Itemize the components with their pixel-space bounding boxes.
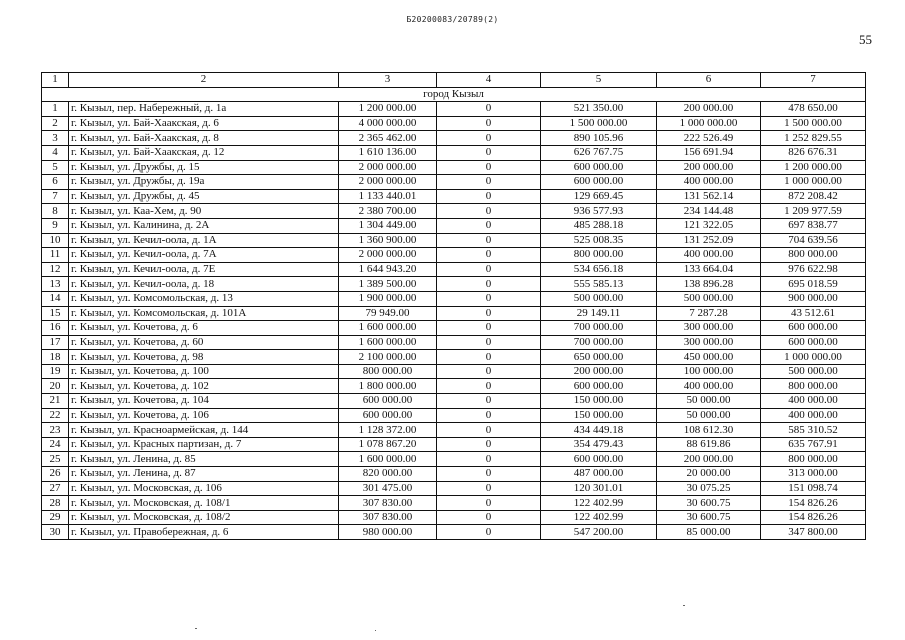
table-cell: 11 (42, 248, 69, 263)
table-cell: г. Кызыл, ул. Кочетова, д. 60 (69, 335, 339, 350)
table-cell: 400 000.00 (761, 408, 866, 423)
table-cell: 626 767.75 (541, 145, 657, 160)
scan-mark (195, 628, 197, 629)
table-cell: г. Кызыл, пер. Набережный, д. 1а (69, 102, 339, 117)
table-cell: 354 479.43 (541, 437, 657, 452)
table-cell: 200 000.00 (657, 102, 761, 117)
table-row (42, 189, 866, 204)
table-cell: 434 449.18 (541, 423, 657, 438)
table-cell: 600 000.00 (541, 452, 657, 467)
table-cell: 138 896.28 (657, 277, 761, 292)
table-cell: 555 585.13 (541, 277, 657, 292)
table-cell: г. Кызыл, ул. Московская, д. 108/2 (69, 510, 339, 525)
column-header: 6 (657, 73, 761, 88)
table-cell: 0 (437, 437, 541, 452)
table-row (42, 116, 866, 131)
table-row (42, 306, 866, 321)
table-cell: 600 000.00 (541, 379, 657, 394)
table-cell: 936 577.93 (541, 204, 657, 219)
table-cell: 28 (42, 496, 69, 511)
table-cell: 301 475.00 (339, 481, 437, 496)
table-cell: 704 639.56 (761, 233, 866, 248)
table-cell: 122 402.99 (541, 496, 657, 511)
table-cell: 7 (42, 189, 69, 204)
table-cell: 525 008.35 (541, 233, 657, 248)
table-cell: 222 526.49 (657, 131, 761, 146)
table-cell: 0 (437, 145, 541, 160)
table-cell: 0 (437, 423, 541, 438)
table-row (42, 175, 866, 190)
table-cell: 650 000.00 (541, 350, 657, 365)
table-cell: 0 (437, 277, 541, 292)
table-cell: г. Кызыл, ул. Кочетова, д. 100 (69, 364, 339, 379)
table-cell: 5 (42, 160, 69, 175)
table-row (42, 262, 866, 277)
table-cell: 20 (42, 379, 69, 394)
table-row (42, 452, 866, 467)
table-cell: 478 650.00 (761, 102, 866, 117)
table-row (42, 408, 866, 423)
table-cell: 0 (437, 452, 541, 467)
table-cell: 12 (42, 262, 69, 277)
table-cell: 0 (437, 510, 541, 525)
table-cell: 2 000 000.00 (339, 175, 437, 190)
table-cell: 29 149.11 (541, 306, 657, 321)
table-cell: 1 133 440.01 (339, 189, 437, 204)
table-cell: г. Кызыл, ул. Ленина, д. 87 (69, 467, 339, 482)
table-cell: 25 (42, 452, 69, 467)
table-cell: 0 (437, 248, 541, 263)
table-cell: г. Кызыл, ул. Московская, д. 108/1 (69, 496, 339, 511)
table-cell: 547 200.00 (541, 525, 657, 540)
table-cell: 18 (42, 350, 69, 365)
table-cell: 980 000.00 (339, 525, 437, 540)
table-cell: 0 (437, 408, 541, 423)
table-cell: г. Кызыл, ул. Комсомольская, д. 13 (69, 291, 339, 306)
table-cell: 600 000.00 (761, 321, 866, 336)
table-cell: 29 (42, 510, 69, 525)
table-cell: г. Кызыл, ул. Красных партизан, д. 7 (69, 437, 339, 452)
table-cell: г. Кызыл, ул. Красноармейская, д. 144 (69, 423, 339, 438)
table-cell: 1 600 000.00 (339, 452, 437, 467)
table-cell: 10 (42, 233, 69, 248)
table-cell: 3 (42, 131, 69, 146)
table-cell: 890 105.96 (541, 131, 657, 146)
table-row (42, 131, 866, 146)
table-cell: г. Кызыл, ул. Кечил-оола, д. 7Е (69, 262, 339, 277)
table-cell: 1 500 000.00 (761, 116, 866, 131)
table-cell: 600 000.00 (541, 160, 657, 175)
table-cell: 8 (42, 204, 69, 219)
table-cell: 154 826.26 (761, 496, 866, 511)
table-cell: 15 (42, 306, 69, 321)
table-cell: 22 (42, 408, 69, 423)
table-cell: 43 512.61 (761, 306, 866, 321)
table-cell: 129 669.45 (541, 189, 657, 204)
table-cell: 0 (437, 262, 541, 277)
table-cell: 0 (437, 321, 541, 336)
scan-mark (375, 630, 376, 631)
table-cell: 600 000.00 (339, 408, 437, 423)
table-cell: 0 (437, 394, 541, 409)
table-cell: 2 380 700.00 (339, 204, 437, 219)
table-cell: 6 (42, 175, 69, 190)
table-cell: 100 000.00 (657, 364, 761, 379)
table-cell: 88 619.86 (657, 437, 761, 452)
table-cell: 600 000.00 (761, 335, 866, 350)
table-cell: 50 000.00 (657, 394, 761, 409)
table-row (42, 379, 866, 394)
table-cell: 800 000.00 (339, 364, 437, 379)
table-cell: 976 622.98 (761, 262, 866, 277)
table-cell: г. Кызыл, ул. Дружбы, д. 15 (69, 160, 339, 175)
table-cell: 50 000.00 (657, 408, 761, 423)
table-row (42, 321, 866, 336)
document-code: Б20200083/20789(2) (406, 15, 499, 24)
table-row (42, 496, 866, 511)
table-cell: г. Кызыл, ул. Кочетова, д. 106 (69, 408, 339, 423)
table-cell: 13 (42, 277, 69, 292)
table-row (42, 204, 866, 219)
table-cell: 500 000.00 (657, 291, 761, 306)
table-cell: 0 (437, 160, 541, 175)
table-cell: 500 000.00 (761, 364, 866, 379)
table-row (42, 525, 866, 540)
column-header: 5 (541, 73, 657, 88)
table-cell: 0 (437, 233, 541, 248)
table-cell: 1 000 000.00 (761, 175, 866, 190)
column-header: 7 (761, 73, 866, 88)
table-row (42, 248, 866, 263)
table-cell: г. Кызыл, ул. Кочетова, д. 104 (69, 394, 339, 409)
table-cell: 133 664.04 (657, 262, 761, 277)
column-header: 1 (42, 73, 69, 88)
table-cell: г. Кызыл, ул. Бай-Хаакская, д. 12 (69, 145, 339, 160)
table-cell: 400 000.00 (761, 394, 866, 409)
table-cell: г. Кызыл, ул. Ленина, д. 85 (69, 452, 339, 467)
table-cell: 800 000.00 (761, 379, 866, 394)
table-cell: 85 000.00 (657, 525, 761, 540)
table-cell: 1 209 977.59 (761, 204, 866, 219)
table-body (42, 73, 866, 540)
table-cell: 1 (42, 102, 69, 117)
table-cell: г. Кызыл, ул. Кечил-оола, д. 1А (69, 233, 339, 248)
table-cell: 30 075.25 (657, 481, 761, 496)
table-cell: 4 (42, 145, 69, 160)
table-cell: 0 (437, 189, 541, 204)
table-cell: 27 (42, 481, 69, 496)
table-cell: г. Кызыл, ул. Московская, д. 106 (69, 481, 339, 496)
table-cell: 695 018.59 (761, 277, 866, 292)
table-cell: 826 676.31 (761, 145, 866, 160)
table-cell: 200 000.00 (657, 452, 761, 467)
table-cell: 156 691.94 (657, 145, 761, 160)
table-cell: 30 (42, 525, 69, 540)
scan-mark (683, 605, 685, 606)
table-cell: 200 000.00 (657, 160, 761, 175)
table-cell: 521 350.00 (541, 102, 657, 117)
table-row (42, 291, 866, 306)
table-cell: г. Кызыл, ул. Калинина, д. 2А (69, 218, 339, 233)
table-cell: 872 208.42 (761, 189, 866, 204)
table-cell: 1 200 000.00 (339, 102, 437, 117)
table-cell: 635 767.91 (761, 437, 866, 452)
table-cell: 1 200 000.00 (761, 160, 866, 175)
table-cell: 23 (42, 423, 69, 438)
table-cell: 1 000 000.00 (761, 350, 866, 365)
table-cell: 1 389 500.00 (339, 277, 437, 292)
table-cell: г. Кызыл, ул. Дружбы, д. 45 (69, 189, 339, 204)
table-row (42, 218, 866, 233)
table-cell: 0 (437, 204, 541, 219)
table-cell: г. Кызыл, ул. Кочетова, д. 6 (69, 321, 339, 336)
table-cell: 200 000.00 (541, 364, 657, 379)
table-cell: 4 000 000.00 (339, 116, 437, 131)
table-cell: г. Кызыл, ул. Комсомольская, д. 101А (69, 306, 339, 321)
table-row (42, 364, 866, 379)
table-row (42, 350, 866, 365)
table-cell: 1 128 372.00 (339, 423, 437, 438)
table-cell: 800 000.00 (541, 248, 657, 263)
section-row (42, 87, 866, 102)
table-cell: г. Кызыл, ул. Правобережная, д. 6 (69, 525, 339, 540)
column-header-row (42, 73, 866, 88)
table-cell: 450 000.00 (657, 350, 761, 365)
table-cell: 30 600.75 (657, 510, 761, 525)
table-cell: 487 000.00 (541, 467, 657, 482)
table-cell: 120 301.01 (541, 481, 657, 496)
table-cell: г. Кызыл, ул. Кочетова, д. 98 (69, 350, 339, 365)
table-cell: 0 (437, 496, 541, 511)
table-cell: 700 000.00 (541, 335, 657, 350)
table-cell: 2 000 000.00 (339, 248, 437, 263)
table-cell: 800 000.00 (761, 452, 866, 467)
section-title: город Кызыл (42, 87, 866, 102)
table-row (42, 394, 866, 409)
table-cell: 347 800.00 (761, 525, 866, 540)
table-cell: 0 (437, 467, 541, 482)
table-cell: 17 (42, 335, 69, 350)
table-row (42, 423, 866, 438)
table-cell: 1 600 000.00 (339, 321, 437, 336)
table-cell: г. Кызыл, ул. Каа-Хем, д. 90 (69, 204, 339, 219)
table-cell: 131 562.14 (657, 189, 761, 204)
table-cell: 800 000.00 (761, 248, 866, 263)
table-row (42, 437, 866, 452)
table-cell: 900 000.00 (761, 291, 866, 306)
table-cell: 0 (437, 306, 541, 321)
table-row (42, 467, 866, 482)
table-cell: 150 000.00 (541, 408, 657, 423)
table-cell: 1 900 000.00 (339, 291, 437, 306)
table-cell: 534 656.18 (541, 262, 657, 277)
table-cell: 150 000.00 (541, 394, 657, 409)
table-cell: 79 949.00 (339, 306, 437, 321)
table-cell: 0 (437, 218, 541, 233)
table-cell: 1 800 000.00 (339, 379, 437, 394)
table-cell: г. Кызыл, ул. Бай-Хаакская, д. 6 (69, 116, 339, 131)
table-cell: 500 000.00 (541, 291, 657, 306)
table-cell: г. Кызыл, ул. Кечил-оола, д. 18 (69, 277, 339, 292)
table-cell: 0 (437, 350, 541, 365)
table-cell: 1 078 867.20 (339, 437, 437, 452)
table-cell: 30 600.75 (657, 496, 761, 511)
table-cell: 0 (437, 525, 541, 540)
table-cell: 122 402.99 (541, 510, 657, 525)
table-row (42, 145, 866, 160)
table-cell: 1 600 000.00 (339, 335, 437, 350)
table-cell: 1 000 000.00 (657, 116, 761, 131)
table-cell: 19 (42, 364, 69, 379)
column-header: 2 (69, 73, 339, 88)
table-row (42, 277, 866, 292)
table-cell: 300 000.00 (657, 321, 761, 336)
table-cell: 20 000.00 (657, 467, 761, 482)
table-cell: 400 000.00 (657, 175, 761, 190)
table-cell: 9 (42, 218, 69, 233)
table-cell: 151 098.74 (761, 481, 866, 496)
table-cell: 26 (42, 467, 69, 482)
table-cell: г. Кызыл, ул. Кечил-оола, д. 7А (69, 248, 339, 263)
table-cell: 820 000.00 (339, 467, 437, 482)
table-cell: г. Кызыл, ул. Дружбы, д. 19а (69, 175, 339, 190)
table-cell: 300 000.00 (657, 335, 761, 350)
table-cell: 234 144.48 (657, 204, 761, 219)
table-cell: 7 287.28 (657, 306, 761, 321)
table-cell: 307 830.00 (339, 510, 437, 525)
table-cell: 0 (437, 481, 541, 496)
table-cell: 0 (437, 379, 541, 394)
table-cell: 1 610 136.00 (339, 145, 437, 160)
table-cell: 121 322.05 (657, 218, 761, 233)
table-row (42, 335, 866, 350)
table-cell: 108 612.30 (657, 423, 761, 438)
table-cell: 2 365 462.00 (339, 131, 437, 146)
table-cell: 131 252.09 (657, 233, 761, 248)
table-cell: 600 000.00 (541, 175, 657, 190)
table-cell: 1 500 000.00 (541, 116, 657, 131)
table-cell: 485 288.18 (541, 218, 657, 233)
column-header: 3 (339, 73, 437, 88)
table-cell: 307 830.00 (339, 496, 437, 511)
table-cell: 2 100 000.00 (339, 350, 437, 365)
table-cell: 0 (437, 131, 541, 146)
table-cell: 21 (42, 394, 69, 409)
table-cell: г. Кызыл, ул. Бай-Хаакская, д. 8 (69, 131, 339, 146)
table-cell: 313 000.00 (761, 467, 866, 482)
table-cell: 585 310.52 (761, 423, 866, 438)
page-number: 55 (859, 32, 872, 47)
table-cell: 0 (437, 116, 541, 131)
table-cell: 24 (42, 437, 69, 452)
table-row (42, 233, 866, 248)
table-cell: 700 000.00 (541, 321, 657, 336)
column-header: 4 (437, 73, 541, 88)
table-cell: г. Кызыл, ул. Кочетова, д. 102 (69, 379, 339, 394)
table-row (42, 102, 866, 117)
table-cell: 14 (42, 291, 69, 306)
table-cell: 0 (437, 335, 541, 350)
table-row (42, 510, 866, 525)
table-cell: 1 252 829.55 (761, 131, 866, 146)
table-cell: 1 304 449.00 (339, 218, 437, 233)
table-cell: 697 838.77 (761, 218, 866, 233)
table-cell: 0 (437, 102, 541, 117)
table-row (42, 160, 866, 175)
table-cell: 400 000.00 (657, 379, 761, 394)
table-cell: 0 (437, 175, 541, 190)
table-cell: 0 (437, 364, 541, 379)
table-row (42, 481, 866, 496)
table-cell: 2 000 000.00 (339, 160, 437, 175)
table-cell: 600 000.00 (339, 394, 437, 409)
table-cell: 16 (42, 321, 69, 336)
data-table (41, 72, 866, 540)
table-cell: 154 826.26 (761, 510, 866, 525)
table-cell: 1 360 900.00 (339, 233, 437, 248)
table-cell: 0 (437, 291, 541, 306)
table-cell: 1 644 943.20 (339, 262, 437, 277)
table-cell: 400 000.00 (657, 248, 761, 263)
table-cell: 2 (42, 116, 69, 131)
